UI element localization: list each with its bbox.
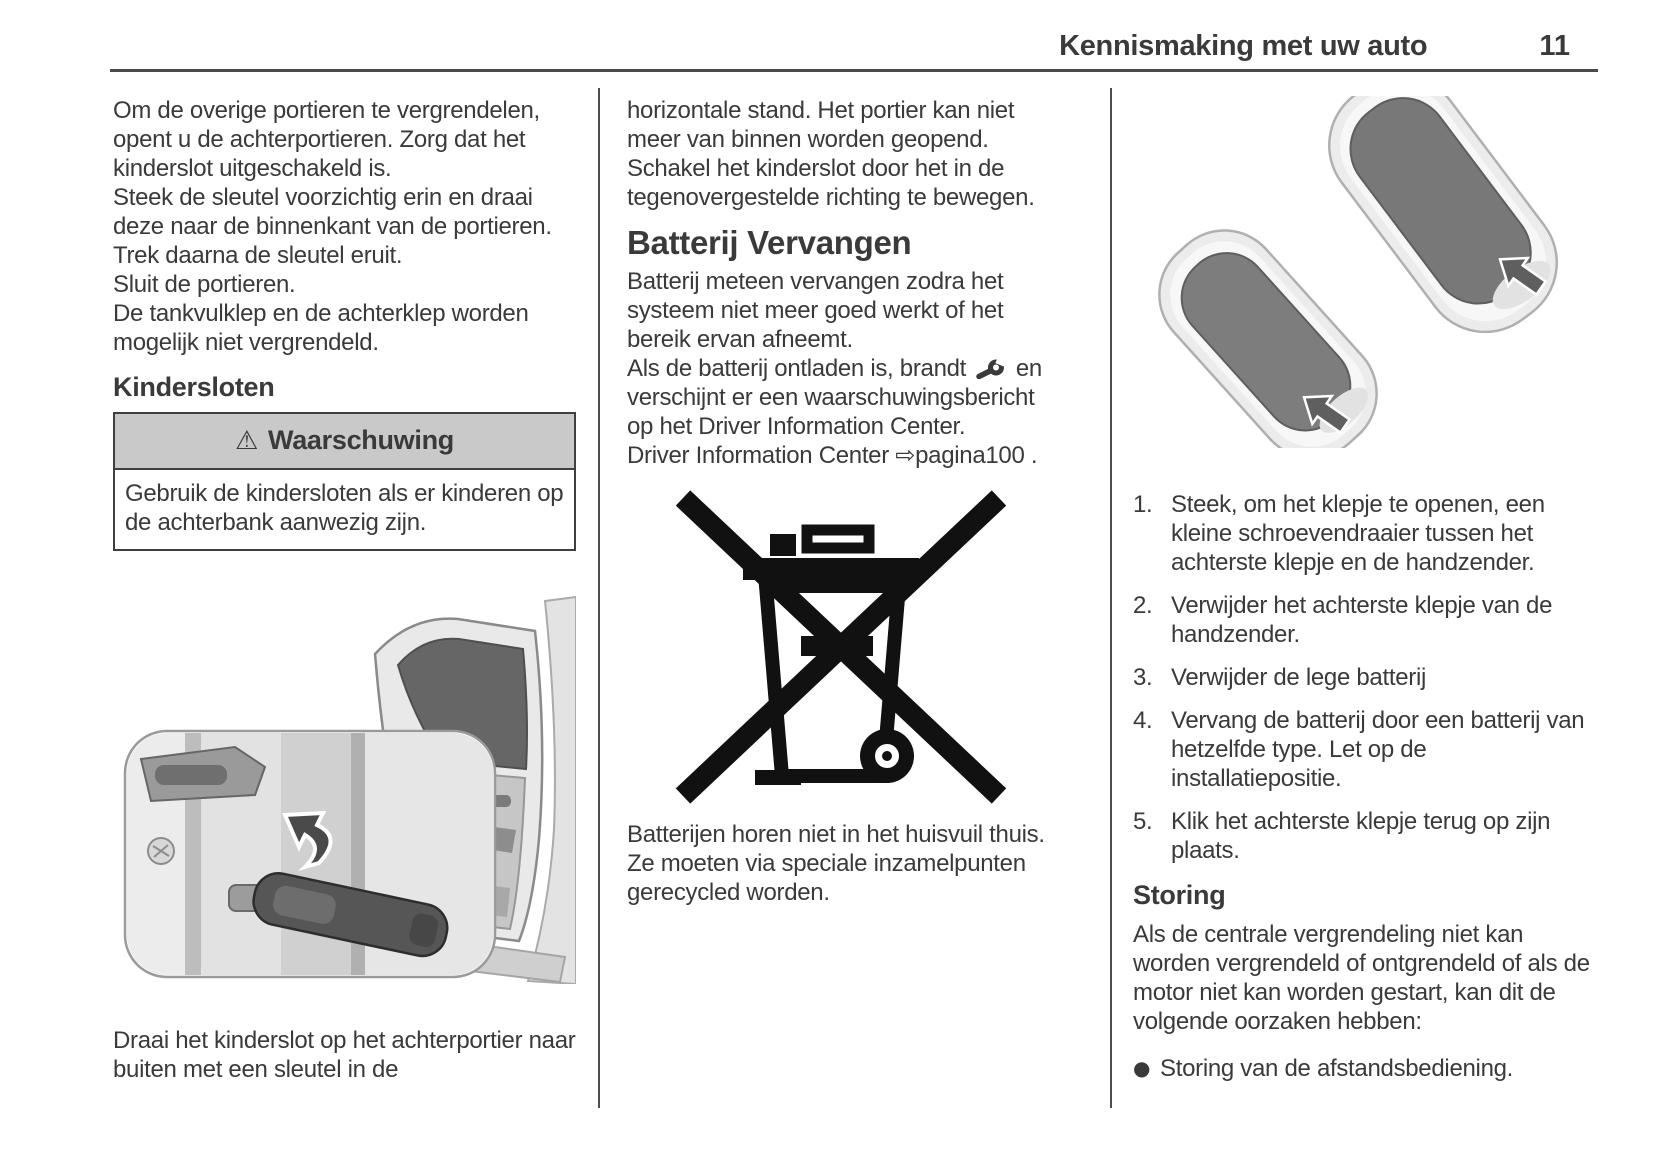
text-before-wrench: Als de batterij ontladen is, brandt — [627, 355, 967, 382]
step-number: 2. — [1133, 592, 1153, 619]
step-item — [1133, 706, 1598, 793]
warning-triangle-icon: ⚠ — [235, 426, 259, 456]
column-left — [113, 96, 576, 1084]
step-text: Steek, om het klepje te openen, een kleine schroevendraaier tussen het achterste klepje en de handzender. — [1171, 491, 1545, 576]
paragraph: Als de centrale vergrendeling niet kan worden vergrendeld of ontgrendeld of als de motor niet kan worden gestart, kan dit de volgende oorzaken hebben: — [1133, 921, 1590, 1035]
bullet-item — [1133, 1054, 1598, 1083]
page-number: 11 — [1539, 30, 1570, 62]
wrench-icon — [976, 359, 1005, 379]
section-heading-kindersloten: Kindersloten — [113, 372, 275, 402]
paragraph: De tankvulklep en de achterklep worden mogelijk niet vergrendeld. — [113, 300, 529, 356]
step-item — [1133, 490, 1598, 577]
reference-label: Driver Information Center — [627, 442, 896, 469]
warning-title: Waarschuwing — [268, 425, 454, 455]
paragraph: Sluit de portieren. — [113, 271, 296, 298]
numbered-steps — [1133, 490, 1598, 865]
key-fob-small — [1136, 207, 1399, 448]
column-middle — [627, 96, 1055, 907]
child-lock-illustration — [113, 589, 576, 984]
warning-box — [113, 412, 576, 551]
step-item — [1133, 663, 1598, 692]
step-text: Verwijder de lege batterij — [1171, 664, 1427, 691]
paragraph: horizontale stand. Het portier kan niet meer van binnen worden geopend. Schakel het kinderslot door het in de tegenovergestelde richting te bewegen. — [627, 97, 1035, 211]
header-rule — [110, 69, 1598, 72]
column-divider-1 — [598, 88, 600, 1108]
step-item — [1133, 591, 1598, 649]
paragraph: Batterij meteen vervangen zodra het systeem niet meer goed werkt of het bereik ervan afneemt. — [627, 268, 1004, 353]
step-number: 1. — [1133, 491, 1153, 518]
bullet-icon: ● — [1133, 1056, 1151, 1080]
paragraph: Trek daarna de sleutel eruit. — [113, 242, 403, 269]
paragraph: Batterijen horen niet in het huisvuil thuis. Ze moeten via speciale inzamelpunten gerecycled worden. — [627, 821, 1045, 906]
remote-key-fobs-illustration — [1133, 96, 1598, 448]
step-text: Klik het achterste klepje terug op zijn plaats. — [1171, 808, 1551, 864]
column-divider-2 — [1110, 88, 1112, 1108]
text-after-wrench: en verschijnt er een waarschuwingsbericht op het Driver Information Center. — [627, 355, 1042, 440]
chapter-title: Kennismaking met uw auto — [1059, 30, 1428, 62]
cross-reference — [627, 441, 1055, 470]
step-number: 3. — [1133, 664, 1153, 691]
caption-paragraph: Draai het kinderslot op het achterportier naar buiten met een sleutel in de — [113, 1027, 576, 1083]
step-number: 5. — [1133, 808, 1153, 835]
warning-body: Gebruik de kindersloten als er kinderen op de achterbank aanwezig zijn. — [125, 480, 564, 536]
callout-detail — [125, 731, 495, 977]
paragraph: Om de overige portieren te vergrendelen, opent u de achterportieren. Zorg dat het kinderslot uitgeschakeld is. — [113, 97, 540, 182]
step-item — [1133, 807, 1598, 865]
reference-arrow-icon: ⇨ — [895, 441, 916, 469]
column-right — [1133, 96, 1598, 1083]
bullet-text: Storing van de afstandsbediening. — [1160, 1055, 1514, 1082]
page-header — [110, 30, 1598, 72]
step-number: 4. — [1133, 707, 1153, 734]
reference-page: pagina100 . — [915, 442, 1038, 469]
warning-box-header — [115, 414, 574, 470]
section-heading-storing: Storing — [1133, 880, 1226, 910]
paragraph-with-icon — [627, 354, 1055, 441]
step-text: Verwijder het achterste klepje van de handzender. — [1171, 592, 1553, 648]
weee-bin-icon — [671, 484, 1011, 804]
key-fob-large — [1304, 96, 1581, 357]
step-text: Vervang de batterij door een batterij van hetzelfde type. Let op de installatiepositie. — [1171, 707, 1585, 792]
paragraph: Steek de sleutel voorzichtig erin en draai deze naar de binnenkant van de portieren. — [113, 184, 552, 240]
section-heading-batterij: Batterij Vervangen — [627, 224, 912, 261]
